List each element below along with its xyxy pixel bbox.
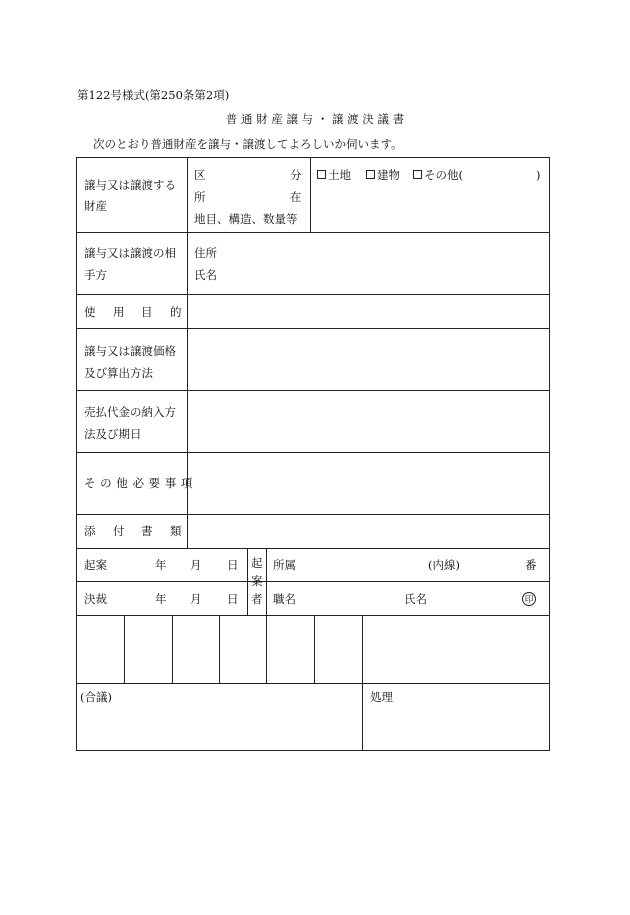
- purpose-char: 的: [170, 305, 182, 319]
- other-close-paren: ): [536, 168, 541, 182]
- person-name-label: 氏名: [404, 592, 427, 606]
- drafter-char: 案: [251, 574, 263, 588]
- day-label: 日: [227, 558, 239, 572]
- day-label: 日: [227, 592, 239, 606]
- month-label: 月: [190, 558, 202, 572]
- col-divider: [266, 615, 267, 683]
- attachments-char: 書: [141, 524, 153, 538]
- month-label: 月: [190, 592, 202, 606]
- purpose-char: 目: [141, 305, 153, 319]
- row-divider: [76, 232, 550, 233]
- party-label: 譲与又は譲渡の相: [84, 246, 176, 260]
- checkbox-building[interactable]: [366, 170, 375, 179]
- row-divider: [76, 452, 550, 453]
- attachments-char: 添: [84, 524, 96, 538]
- row-divider: [76, 294, 550, 295]
- row-divider: [76, 615, 550, 616]
- checkbox-other-label: その他(: [424, 168, 463, 182]
- drafter-char: 者: [251, 592, 263, 606]
- decided-date-label: 決裁: [84, 592, 107, 606]
- row-divider: [76, 683, 550, 684]
- payment-label: 売払代金の納入方: [84, 405, 176, 419]
- col-divider: [219, 615, 220, 683]
- year-label: 年: [155, 558, 167, 572]
- category-label-right: 分: [290, 168, 302, 182]
- checkbox-land[interactable]: [317, 170, 326, 179]
- row-divider: [76, 390, 550, 391]
- consultation-label: (合議): [80, 690, 112, 704]
- form-number: 第122号様式(第250条第2項): [77, 88, 230, 102]
- address-label: 住所: [194, 246, 217, 260]
- checkbox-land-label: 土地: [328, 168, 351, 182]
- col-divider: [314, 615, 315, 683]
- col-divider: [247, 548, 248, 615]
- position-label: 職名: [273, 592, 296, 606]
- intro-text: 次のとおり普通財産を譲与・譲渡してよろしいか伺います。: [93, 137, 403, 151]
- row-divider: [266, 581, 550, 582]
- purpose-char: 使: [84, 305, 96, 319]
- row-divider: [76, 328, 550, 329]
- col-divider: [362, 615, 363, 751]
- checkbox-building-label: 建物: [377, 168, 400, 182]
- col-divider: [310, 157, 311, 232]
- department-label: 所属: [273, 558, 296, 572]
- property-label-cont: 財産: [84, 199, 107, 213]
- drafter-char: 起: [251, 556, 263, 570]
- row-divider: [76, 548, 550, 549]
- seal-mark: 印: [522, 592, 536, 606]
- location-label-left: 所: [194, 190, 206, 204]
- attachments-char: 類: [170, 524, 182, 538]
- purpose-char: 用: [113, 305, 125, 319]
- year-label: 年: [155, 592, 167, 606]
- other-matters-label: そ の 他 必 要 事 項: [84, 476, 193, 490]
- extension-number-label: 番: [525, 558, 537, 572]
- party-label-cont: 手方: [84, 268, 107, 282]
- col-divider: [172, 615, 173, 683]
- category-label-left: 区: [194, 168, 206, 182]
- checkbox-other[interactable]: [413, 170, 422, 179]
- price-label-cont: 及び算出方法: [84, 366, 153, 380]
- row-divider: [76, 514, 550, 515]
- price-label: 譲与又は譲渡価格: [84, 344, 176, 358]
- details-label: 地目、構造、数量等: [194, 212, 298, 226]
- extension-label: (内線): [428, 558, 460, 572]
- attachments-char: 付: [113, 524, 125, 538]
- name-label: 氏名: [194, 268, 217, 282]
- document-title: 普 通 財 産 譲 与 ・ 譲 渡 決 議 書: [225, 112, 405, 126]
- processing-label: 処理: [370, 690, 393, 704]
- row-divider: [76, 581, 266, 582]
- col-divider: [124, 615, 125, 683]
- location-label-right: 在: [290, 190, 302, 204]
- payment-label-cont: 法及び期日: [84, 427, 142, 441]
- drafted-date-label: 起案: [84, 558, 107, 572]
- col-divider: [266, 548, 267, 615]
- property-label: 譲与又は譲渡する: [84, 178, 176, 192]
